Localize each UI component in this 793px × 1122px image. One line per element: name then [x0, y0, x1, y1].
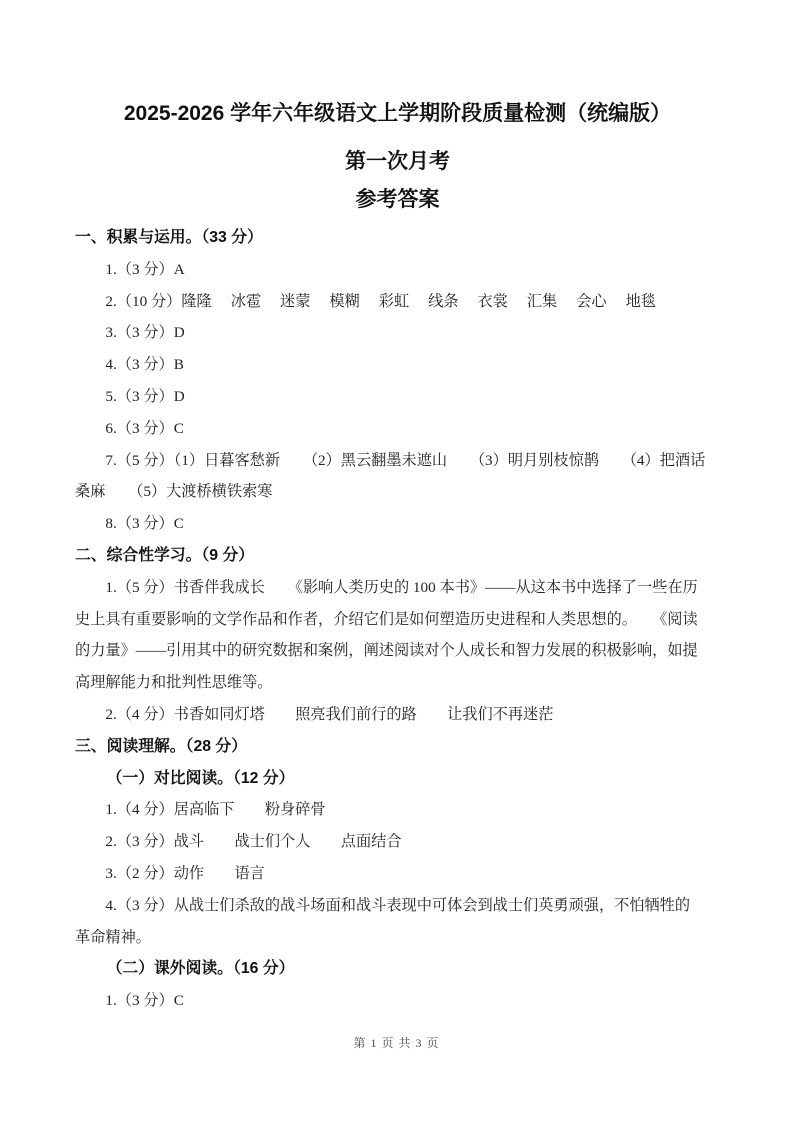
answer-line: 1.（3 分）C — [105, 992, 184, 1010]
exam-session-heading: 第一次月考 — [345, 150, 450, 173]
answer-line: 1.（3 分）A — [105, 260, 185, 278]
document-title: 2025-2026 学年六年级语文上学期阶段质量检测（统编版） — [123, 102, 672, 125]
answer-line: 1.（5 分）书香伴我成长 《影响人类历史的 100 本书》——从这本书中选择了一些在历 — [105, 578, 698, 596]
answer-line: 2.（10 分）隆隆 冰雹 迷蒙 模糊 彩虹 线条 衣裳 汇集 会心 地毯 — [105, 292, 656, 310]
answer-line: 3.（3 分）D — [105, 324, 185, 342]
answer-line-continuation: 革命精神。 — [75, 928, 151, 946]
answer-line: 4.（3 分）从战士们杀敌的战斗场面和战斗表现中可体会到战士们英勇顽强，不怕牺牲的 — [105, 896, 691, 914]
answer-line: 7.（5 分）（1）日暮客愁新 （2）黑云翻墨未遮山 （3）明月别枝惊鹊 （4）把酒话 — [105, 451, 706, 469]
answer-line: 6.（3 分）C — [105, 419, 184, 437]
answer-line-continuation: 史上具有重要影响的文学作品和作者，介绍它们是如何塑造历史进程和人类思想的。 《阅读 — [75, 610, 698, 628]
answers-body — [75, 222, 720, 1017]
subsection-1-heading: （一）对比阅读。（12 分） — [106, 769, 295, 787]
answer-line-continuation: 的力量》——引用其中的研究数据和案例，阐述阅读对个人成长和智力发展的积极影响，如提 — [75, 642, 698, 660]
answer-line: 1.（4 分）居高临下 粉身碎骨 — [105, 801, 326, 819]
page-number-footer: 第 1 页 共 3 页 — [353, 1036, 440, 1050]
section-3-heading: 三、阅读理解。（28 分） — [75, 737, 248, 755]
subsection-2-heading: （二）课外阅读。（16 分） — [106, 960, 295, 978]
answer-line: 4.（3 分）B — [105, 356, 184, 374]
section-1-heading: 一、积累与运用。（33 分） — [75, 229, 263, 246]
answer-line: 5.（3 分）D — [105, 387, 185, 405]
answer-line-continuation: 高理解能力和批判性思维等。 — [75, 674, 273, 692]
answer-line: 2.（4 分）书香如同灯塔 照亮我们前行的路 让我们不再迷茫 — [105, 705, 554, 723]
answer-line: 8.（3 分）C — [105, 515, 184, 533]
section-2-heading: 二、综合性学习。（9 分） — [75, 546, 255, 564]
answer-key-heading: 参考答案 — [355, 188, 440, 211]
answer-line: 3.（2 分）动作 语言 — [105, 864, 265, 882]
answer-line: 2.（3 分）战斗 战士们个人 点面结合 — [105, 833, 402, 851]
answer-line-continuation: 桑麻 （5）大渡桥横铁索寒 — [75, 483, 273, 501]
